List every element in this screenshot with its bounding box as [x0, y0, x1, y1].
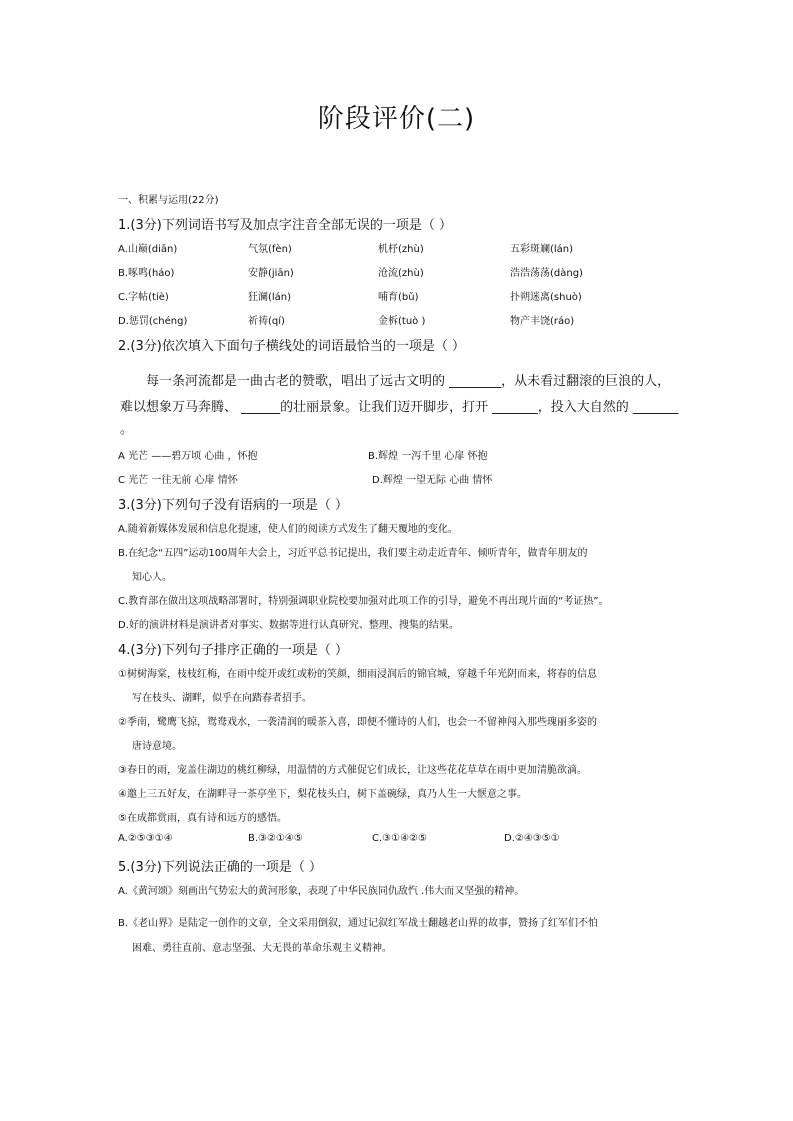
question-5-stem: 5.(3分)下列说法正确的一项是（ ） — [118, 860, 322, 875]
q1-option-a-word3: 机杼(zhù) — [378, 244, 424, 255]
page-title: 阶段评价(二) — [317, 104, 476, 134]
q1-option-b-word3: 沧流(zhù) — [378, 268, 424, 279]
q1-option-b-word1: B.啄鸣(háo) — [118, 268, 175, 279]
question-1-row-d — [118, 312, 678, 326]
q5-option-b-line-2: 困难、勇往直前、意志坚强、大无畏的革命乐观主义精神。 — [132, 943, 392, 954]
q3-option-b-line-1: B.在纪念“五四”运动100周年大会上，习近平总书记提出，我们要主动走近青年、倾听青年，做青年朋友的 — [118, 548, 588, 559]
q3-option-c: C.教育部在做出这项战略部署时，特别强调职业院校要加强对此项工作的引导，避免不再出现片面的“考证热”。 — [118, 596, 609, 607]
q4-sentence-4: ④邀上三五好友，在湖畔寻一茶亭坐下，梨花枝头白，树下盖碗绿，真乃人生一大惬意之事。 — [118, 789, 527, 800]
q4-sentence-3: ③春日的雨，宠盖住湖边的桃红柳绿，用温情的方式催促它们成长，让这些花花草草在雨中更加清脆欲滴。 — [118, 765, 587, 776]
q1-option-d-word4: 物产丰饶(ráo) — [510, 316, 575, 327]
q1-option-c-word2: 狂澜(lán) — [248, 292, 292, 303]
q1-option-c-word1: C.字帖(tiè) — [118, 292, 169, 303]
question-2-stem: 2.(3分)依次填入下面句子横线处的词语最恰当的一项是（ ） — [118, 339, 465, 354]
q1-option-b-word2: 安静(jiān) — [248, 268, 294, 279]
q3-option-b-line-2: 知心人。 — [132, 572, 172, 583]
q2-option-a: A 光芒 ——碧万顷 心曲 ，怀抱 — [118, 451, 258, 462]
section-heading: 一、积累与运用(22分) — [118, 195, 219, 206]
q3-option-d: D.好的演讲材料是演讲者对事实、数据等进行认真研究、整理、搜集的结果。 — [118, 620, 459, 631]
q4-sentence-1-line-2: 写在枝头、湖畔，似乎在向踏春者招手。 — [132, 693, 312, 704]
q2-option-d: D.辉煌 一望无际 心曲 情怀 — [372, 475, 493, 486]
q4-option-d: D.②④③⑤① — [504, 833, 560, 844]
q4-sentence-2-line-1: ②季南，鹭鹰飞掠，鸳鸯戏水，一袭清润的暖茶入喜，即便不懂诗的人们，也会一不留神闯入那些瑰丽多姿的 — [118, 717, 597, 728]
q2-option-c: C 光芒 一往无前 心扉 情怀 — [118, 475, 238, 486]
q4-option-b: B.③②①④⑤ — [248, 833, 303, 844]
q4-sentence-2-line-2: 唐诗意境。 — [132, 741, 182, 752]
q5-option-b-line-1: B.《老山界》是陆定一创作的文章，全文采用倒叙，通过记叙红军战士翻越老山界的故事，赞扬了红军们不怕 — [118, 918, 599, 929]
question-1-row-c — [118, 288, 678, 302]
q4-sentence-1-line-1: ①树树海棠，枝枝红梅，在雨中绽开或红或粉的笑颜，细雨浸润后的锦官城，穿越千年光阴而来，将春的信息 — [118, 669, 597, 680]
question-2-passage-line-2: 难以想象万马奔腾、 ______的壮丽景象。让我们迈开脚步，打开 _______，投入大自然的 _______ — [120, 400, 679, 415]
question-4-stem: 4.(3分)下列句子排序正确的一项是（ ） — [118, 643, 348, 658]
question-3-stem: 3.(3分)下列句子没有语病的一项是（ ） — [118, 498, 348, 513]
question-2-passage-line-3: 。 — [120, 422, 134, 437]
q4-option-c: C.③①④②⑤ — [372, 833, 427, 844]
question-1-stem: 1.(3分)下列词语书写及加点字注音全部无误的一项是（ ） — [118, 218, 452, 233]
question-1-row-b — [118, 264, 678, 278]
q1-option-d-word1: D.惩罚(chéng) — [118, 316, 188, 327]
q3-option-a: A.随着新媒体发展和信息化提速，使人们的阅读方式发生了翻天覆地的变化。 — [118, 524, 458, 535]
q1-option-c-word4: 扑朔迷离(shuò) — [510, 292, 582, 303]
q2-option-b: B.辉煌 一泻千里 心扉 怀抱 — [368, 451, 488, 462]
q5-option-a: A.《黄河颂》刻画出气势宏大的黄河形象，表现了中华民族同仇敌忾 .伟大而又坚强的精神。 — [118, 886, 525, 897]
question-2-passage-line-1: 每一条河流都是一曲古老的赞歌，唱出了远古文明的 ________，从未看过翻滚的巨浪的人， — [146, 374, 671, 389]
q4-sentence-5: ⑤在成都赏雨，真有诗和远方的感悟。 — [118, 813, 287, 824]
q4-option-a: A.②⑤③①④ — [118, 833, 173, 844]
q1-option-c-word3: 哺育(bǔ) — [378, 292, 419, 303]
q1-option-d-word3: 金柝(tuò ) — [378, 316, 426, 327]
q1-option-a-word4: 五彩斑斓(lán) — [510, 244, 574, 255]
question-1-row-a — [118, 240, 678, 254]
q1-option-b-word4: 浩浩荡荡(dàng) — [510, 268, 583, 279]
q1-option-d-word2: 祈祷(qí) — [248, 316, 285, 327]
q1-option-a-word1: A.山巅(diān) — [118, 244, 178, 255]
q1-option-a-word2: 气氛(fèn) — [248, 244, 292, 255]
